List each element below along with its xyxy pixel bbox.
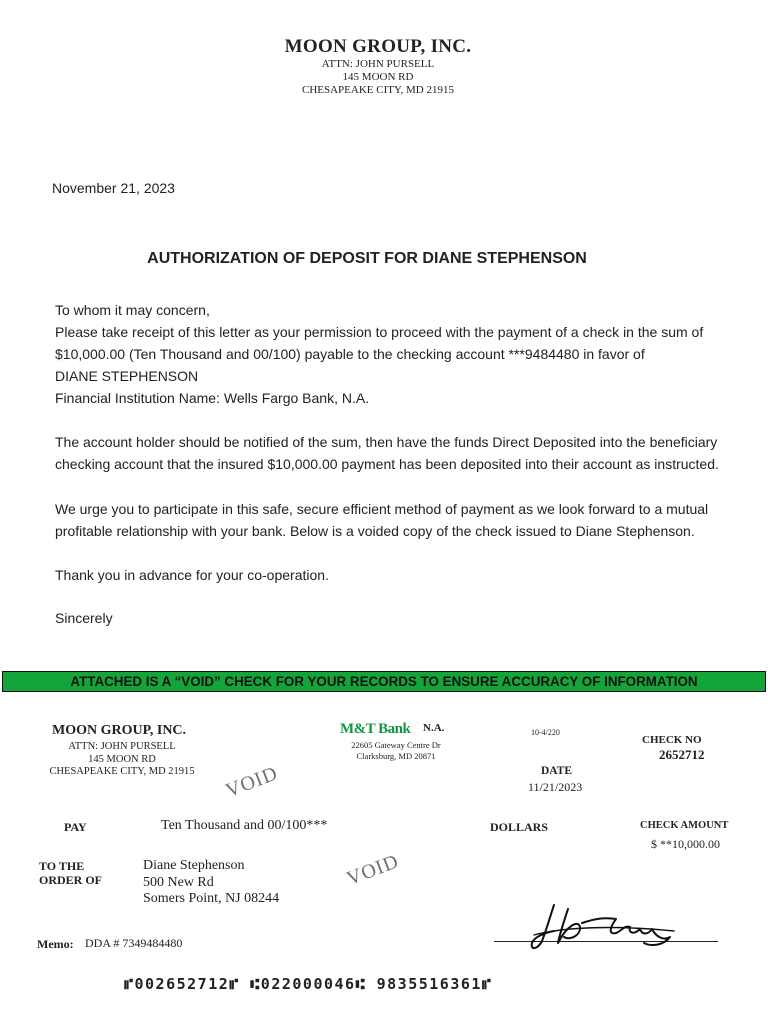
paragraph-line: $10,000.00 (Ten Thousand and 00/100) payable to the checking account ***9484480 in favor of — [55, 346, 645, 362]
paragraph-line: Financial Institution Name: Wells Fargo Bank, N.A. — [55, 390, 370, 406]
to-the-label: TO THE — [39, 859, 85, 873]
signature-icon — [524, 897, 684, 955]
street-line: 145 MOON RD — [342, 71, 414, 83]
paragraph-line: We urge you to participate in this safe, secure efficient method of payment as we look forward to a mutual — [55, 501, 709, 517]
thanks-line: Thank you in advance for your co-operation. — [55, 567, 329, 583]
check-number-label: CHECK NO — [642, 734, 702, 746]
memo-value: DDA # 7349484480 — [85, 936, 183, 950]
bank-suffix: N.A. — [423, 722, 445, 734]
city-line: CHESAPEAKE CITY, MD 21915 — [302, 84, 454, 96]
check-date-label: DATE — [541, 765, 573, 777]
bank-street: 22605 Gateway Centre Dr — [351, 740, 441, 750]
check-street: 145 MOON RD — [88, 753, 156, 765]
bank-logo: M&T Bank — [340, 721, 411, 737]
letter-paragraph-2 — [55, 431, 755, 475]
void-stamp: VOID — [222, 762, 282, 803]
paragraph-line: checking account that the insured $10,000.00 payment has been deposited into their account as instructed. — [55, 456, 719, 472]
to-the-order-of-label — [39, 859, 102, 887]
letterhead — [0, 36, 756, 97]
check-number: 2652712 — [659, 747, 705, 762]
paragraph-line: profitable relationship with your bank. Below is a voided copy of the check issued to Diane Stephenson. — [55, 523, 695, 539]
letter-paragraph-1 — [55, 299, 755, 409]
company-name: MOON GROUP, INC. — [284, 36, 472, 57]
letter-date: November 21, 2023 — [52, 180, 175, 196]
void-check-banner: ATTACHED IS A “VOID” CHECK FOR YOUR RECORDS TO ENSURE ACCURACY OF INFORMATION — [2, 671, 766, 692]
pay-label: PAY — [64, 820, 87, 834]
payee-block — [143, 858, 279, 908]
attn-line: ATTN: JOHN PURSELL — [321, 58, 435, 70]
bank-address — [340, 740, 452, 762]
payee-city: Somers Point, NJ 08244 — [143, 891, 280, 906]
paragraph-line: The account holder should be notified of the sum, then have the funds Direct Deposited into the beneficiary — [55, 434, 718, 450]
closing-line: Sincerely — [55, 610, 113, 626]
order-of-label: ORDER OF — [39, 873, 102, 887]
amount-in-words: Ten Thousand and 00/100*** — [161, 818, 328, 833]
check-amount: $ **10,000.00 — [651, 837, 720, 851]
micr-line: ⑈002652712⑈ ⑆022000046⑆ 9835516361⑈ — [124, 975, 493, 993]
routing-fraction: 10-4/220 — [531, 728, 560, 737]
check-amount-label: CHECK AMOUNT — [640, 820, 729, 831]
void-stamp: VOID — [343, 850, 403, 891]
document-title: AUTHORIZATION OF DEPOSIT FOR DIANE STEPHENSON — [147, 250, 587, 267]
payee-street: 500 New Rd — [143, 874, 214, 890]
check-date: 11/21/2023 — [528, 780, 583, 794]
bank-city: Clarksburg, MD 20871 — [356, 751, 436, 761]
memo-label: Memo: — [37, 937, 74, 951]
paragraph-line: Please take receipt of this letter as your permission to proceed with the payment of a check in the sum of — [55, 324, 704, 340]
salutation: To whom it may concern, — [55, 302, 210, 318]
dollars-label: DOLLARS — [490, 820, 549, 834]
paragraph-line: DIANE STEPHENSON — [55, 368, 199, 384]
check-attn: ATTN: JOHN PURSELL — [68, 741, 176, 752]
check-company-name: MOON GROUP, INC. — [52, 723, 187, 738]
check-city: CHESAPEAKE CITY, MD 21915 — [49, 766, 195, 777]
check-company-address — [42, 741, 202, 779]
payee-name: Diane Stephenson — [143, 858, 245, 873]
letter-paragraph-3 — [55, 498, 755, 542]
